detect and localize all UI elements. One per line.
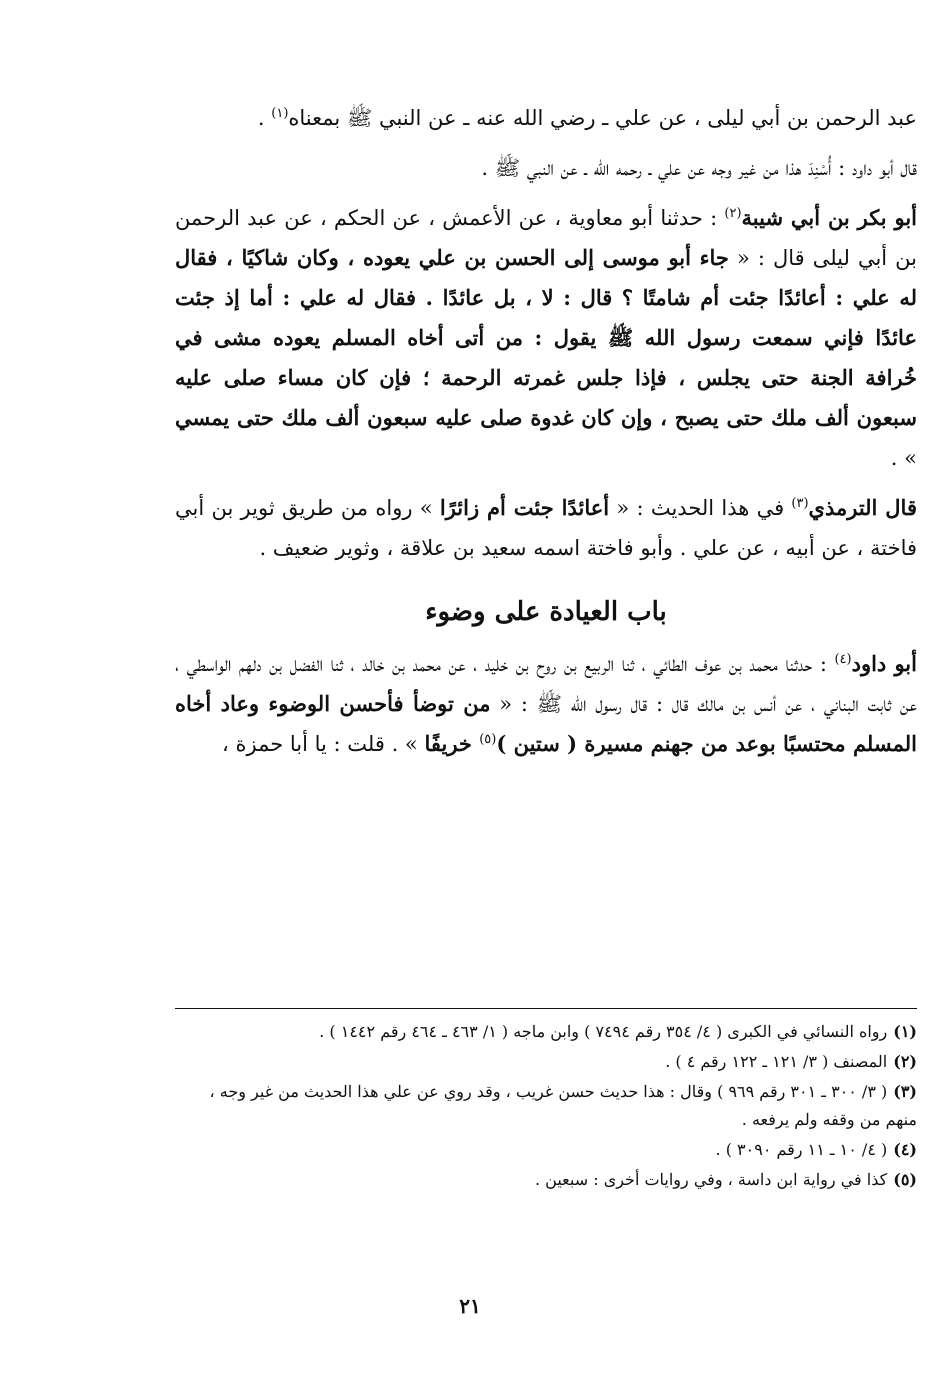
paragraph-2: قال أبو داود : أُسْنِدَ هذا من غير وجه عن علي ـ رحمه الله ـ عن النبي ﷺ . [481, 156, 917, 180]
page-number: ٢١ [459, 1294, 481, 1318]
footnote-item [175, 1078, 917, 1134]
footnote-text: كذا في رواية ابن داسة ، وفي روايات أخرى : سبعين . [535, 1170, 888, 1189]
hadith-text: جاء أبو موسى إلى الحسن بن علي يعوده ، وكان شاكيًا ، فقال له علي : أعائدًا جئت أم شامتًا ؟ قال : لا ، بل عائدًا . فقال له علي : أما إذ جئت عائدًا فإني سمعت رسول الله ﷺ يقول : من أتى أخاه المسلم يعوده مشى في خُرافة الجنة حتى يجلس ، فإذا جلس غمرته الرحمة ؛ فإن كان مساء صلى عليه سبعون ألف ملك حتى يصبح ، وإن كان غدوة صلى عليه سبعون ألف ملك حتى يمسي [175, 245, 917, 430]
hadith-text-3: خريفًا [424, 731, 480, 756]
footnote-ref-1[interactable]: (١) [271, 106, 289, 121]
paragraph-3 [175, 198, 917, 478]
paragraph-5-rest: » . قلت : يا أبا حمزة ، [222, 732, 425, 756]
hadith-text-2: من توضأ فأحسن الوضوء وعاد أخاه المسلم محتسبًا بوعد من جهنم مسيرة ( ستين ) [175, 691, 917, 756]
chapter-heading: باب العيادة على وضوء [425, 597, 667, 627]
paragraph-1-end: . [257, 106, 272, 130]
hadith-close: » . [890, 446, 917, 470]
paragraph-5 [175, 644, 917, 764]
footnote-ref-4[interactable]: (٤) [834, 652, 852, 667]
footnotes [175, 1018, 917, 1196]
narrator-name: أبو بكر بن أبي شيبة [741, 205, 918, 230]
footnote-number: (٢) [893, 1052, 917, 1071]
footnote-number: (٥) [893, 1170, 917, 1189]
footnote-number: (١) [893, 1022, 917, 1041]
footnote-text: ( ٣/ ٣٠٠ ـ ٣٠١ رقم ٩٦٩ ) وقال : هذا حديث حسن غريب ، وقد روي عن علي هذا الحديث من غير وجه ، منهم من وقفه ولم يرفعه . [209, 1082, 917, 1129]
footnote-ref-2[interactable]: (٢) [724, 206, 742, 221]
footnote-item [175, 1018, 917, 1046]
footnote-ref-5[interactable]: (٥) [479, 732, 497, 747]
tirmidhi-label: قال الترمذي [808, 495, 917, 520]
paragraph-4-rest: » رواه من طريق ثوير بن أبي فاختة ، عن أبيه ، عن علي . وأبو فاختة اسمه سعيد بن علاقة ، وثوير ضعيف . [175, 496, 917, 560]
paragraph-1-text: عبد الرحمن بن أبي ليلى ، عن علي ـ رضي الله عنه ـ عن النبي ﷺ بمعناه [288, 106, 917, 130]
paragraph-4-text: في هذا الحديث : « [609, 496, 792, 520]
footnote-item [175, 1166, 917, 1194]
footnote-divider [175, 1008, 917, 1009]
footnote-text: رواه النسائي في الكبرى ( ٤/ ٣٥٤ رقم ٧٤٩٤ ) وابن ماجه ( ١/ ٤٦٣ ـ ٤٦٤ رقم ١٤٤٢ ) . [319, 1022, 888, 1041]
isnad-text-2: : حدثنا محمد بن عوف الطائي ، ثنا الربيع بن روح بن خليد ، عن محمد بن خالد ، ثنا الفضل بن دلهم الواسطي ، عن ثابت البناني ، عن أنس بن مالك قال : قال رسول الله ﷺ : « [175, 652, 917, 716]
paragraph-1 [175, 98, 917, 138]
footnote-number: (٣) [893, 1082, 917, 1101]
narrator-name-2: أبو داود [851, 651, 917, 676]
footnote-text: ( ٤/ ١٠ ـ ١١ رقم ٣٠٩٠ ) . [715, 1140, 888, 1159]
paragraph-4 [175, 488, 917, 568]
footnote-ref-3[interactable]: (٣) [791, 496, 809, 511]
quoted-phrase: أعائدًا جئت أم زائرًا [439, 495, 610, 520]
footnote-number: (٤) [893, 1140, 917, 1159]
isnad-text: : حدثنا أبو معاوية ، عن الأعمش ، عن الحكم ، عن عبد الرحمن بن أبي ليلى قال : « [175, 206, 917, 270]
footnote-text: المصنف ( ٣/ ١٢١ ـ ١٢٢ رقم ٤ ) . [665, 1052, 888, 1071]
footnote-item [175, 1048, 917, 1076]
footnote-item [175, 1136, 917, 1164]
